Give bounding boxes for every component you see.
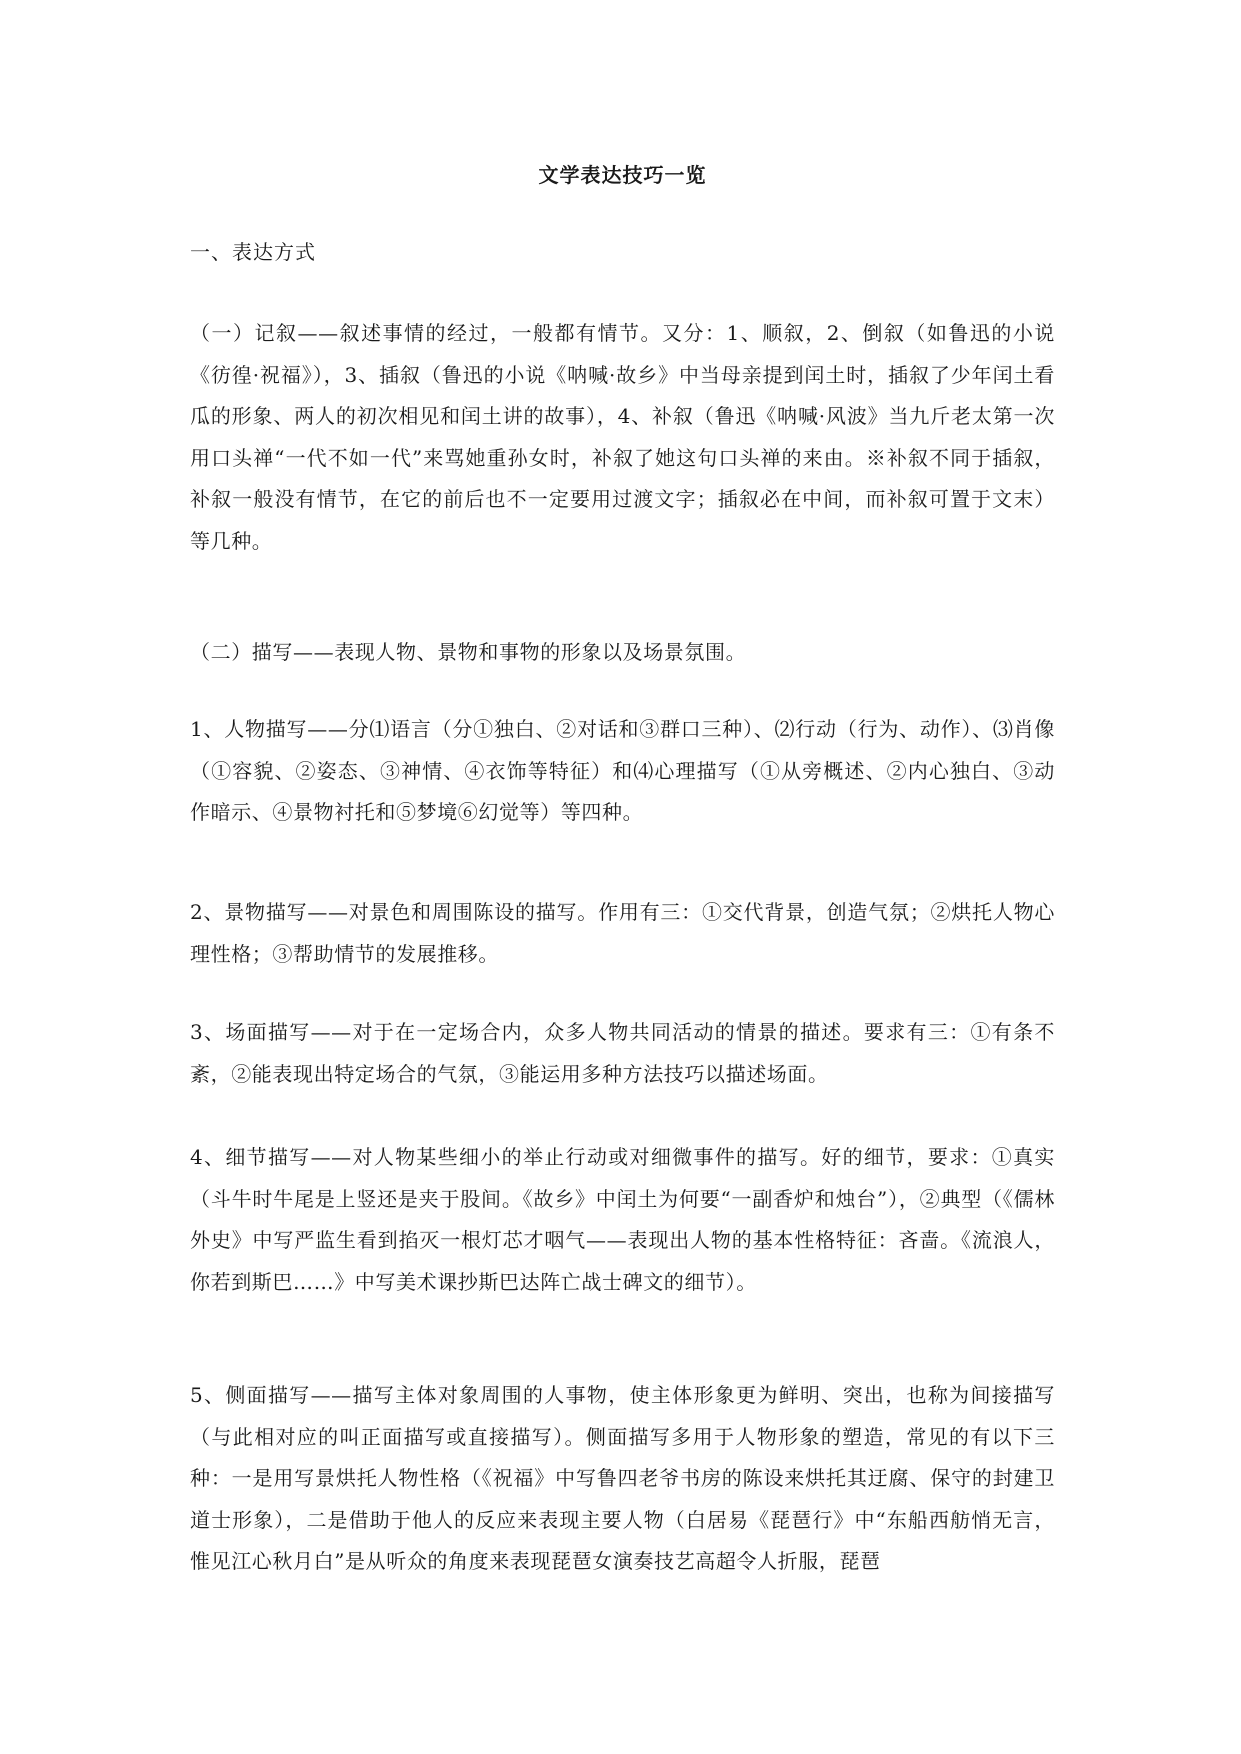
paragraph-narration: （一）记叙——叙述事情的经过，一般都有情节。又分：1、顺叙，2、倒叙（如鲁迅的小说《彷徨·祝福》），3、插叙（鲁迅的小说《呐喊·故乡》中当母亲提到闰土时，插叙了少年闰土看瓜的形象、两人的初次相见和闰土讲的故事），4、补叙（鲁迅《呐喊·风波》当九斤老太第一次用口头禅“一代不如一代”来骂她重孙女时，补叙了她这句口头禅的来由。※补叙不同于插叙，补叙一般没有情节，在它的前后也不一定要用过渡文字；插叙必在中间，而补叙可置于文末）等几种。 (190, 321, 1055, 553)
section-heading: 一、表达方式 (190, 240, 316, 264)
document-title: 文学表达技巧一览 (538, 163, 707, 187)
paragraph-detail-description: 4、细节描写——对人物某些细小的举止行动或对细微事件的描写。好的细节，要求：①真实（斗牛时牛尾是上竖还是夹于股间。《故乡》中闰土为何要“一副香炉和烛台”），②典型（《儒林外史》中写严监生看到掐灭一根灯芯才咽气——表现出人物的基本性格特征：吝啬。《流浪人，你若到斯巴……》中写美术课抄斯巴达阵亡战士碑文的细节）。 (190, 1145, 1055, 1294)
paragraph-description: （二）描写——表现人物、景物和事物的形象以及场景氛围。 (190, 640, 747, 664)
paragraph-character-description: 1、人物描写——分⑴语言（分①独白、②对话和③群口三种）、⑵行动（行为、动作）、⑶肖像（①容貌、②姿态、③神情、④衣饰等特征）和⑷心理描写（①从旁概述、②内心独白、③动作暗示、④景物衬托和⑤梦境⑥幻觉等）等四种。 (190, 717, 1055, 824)
paragraph-scene-description: 3、场面描写——对于在一定场合内，众多人物共同活动的情景的描述。要求有三：①有条不紊，②能表现出特定场合的气氛，③能运用多种方法技巧以描述场面。 (190, 1020, 1055, 1086)
paragraph-side-description: 5、侧面描写——描写主体对象周围的人事物，使主体形象更为鲜明、突出，也称为间接描写（与此相对应的叫正面描写或直接描写）。侧面描写多用于人物形象的塑造，常见的有以下三种：一是用写景烘托人物性格（《祝福》中写鲁四老爷书房的陈设来烘托其迂腐、保守的封建卫道士形象），二是借助于他人的反应来表现主要人物（白居易《琵琶行》中“东船西舫悄无言，惟见江心秋月白”是从听众的角度来表现琵琶女演奏技艺高超令人折服，琵琶 (190, 1383, 1055, 1573)
paragraph-scenery-description: 2、景物描写——对景色和周围陈设的描写。作用有三：①交代背景，创造气氛；②烘托人物心理性格；③帮助情节的发展推移。 (190, 900, 1055, 966)
